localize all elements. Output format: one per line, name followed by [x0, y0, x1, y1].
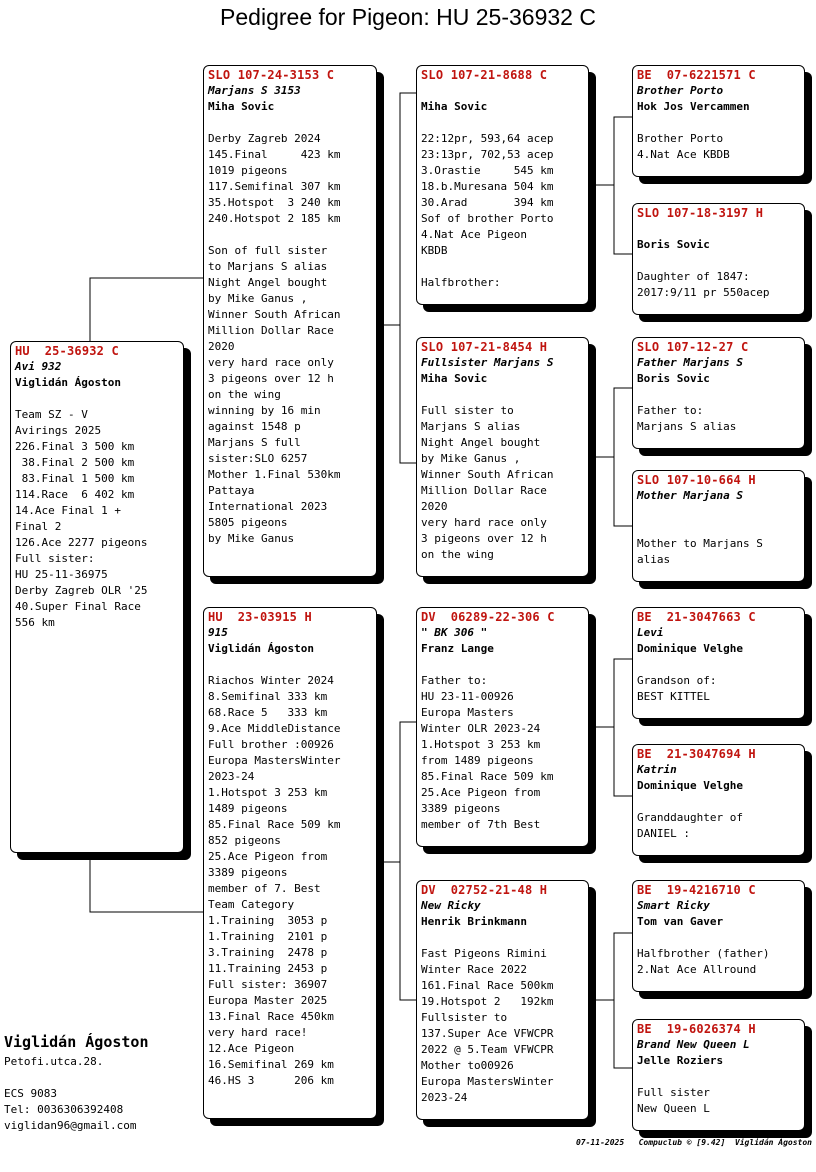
- pigeon-notes: Mother to Marjans S alias: [637, 537, 763, 566]
- owner-name: Dominique Velghe: [637, 779, 743, 792]
- ring-number: SLO 107-21-8688 C: [421, 68, 548, 82]
- owner-name: Viglidán Ágoston: [15, 376, 121, 389]
- pigeon-notes: Grandson of: BEST KITTEL: [637, 674, 717, 703]
- pigeon-name: Marjans S 3153: [208, 84, 301, 97]
- breeder-info: [4, 1034, 149, 1134]
- pigeon-notes: Father to: HU 23-11-00926 Europa Masters Winter OLR 2023-24 1.Hotspot 3 253 km from 1489 pigeons 85.Final Race 509 km 25.Ace Pigeon from 3389 pigeons member of 7th Best: [421, 674, 554, 831]
- pigeon-notes: 22:12pr, 593,64 acep 23:13pr, 702,53 acep 3.Orastie 545 km 18.b.Muresana 504 km 30.Arad 394 km Sof of brother Porto 4.Nat Ace Pigeon KBDB Halfbrother:: [421, 132, 554, 289]
- dam-dam-dam-card[interactable]: [632, 1019, 805, 1131]
- ring-number: DV 06289-22-306 C: [421, 610, 555, 624]
- dam-sire-sire-card[interactable]: [632, 607, 805, 719]
- pigeon-notes: Fast Pigeons Rimini Winter Race 2022 161.Final Race 500km 19.Hotspot 2 192km Fullsister to 137.Super Ace VFWCPR 2022 @ 5.Team VFWCPR Mother to00926 Europa MastersWinter 2023-24: [421, 947, 554, 1104]
- owner-name: Dominique Velghe: [637, 642, 743, 655]
- ring-number: HU 23-03915 H: [208, 610, 312, 624]
- owner-name: Miha Sovic: [421, 100, 488, 113]
- pigeon-name: New Ricky: [421, 899, 481, 912]
- pigeon-notes: Halfbrother (father) 2.Nat Ace Allround: [637, 947, 770, 976]
- pigeon-notes: Full sister to Marjans S alias Night Angel bought by Mike Ganus , Winner South African Million Dollar Race 2020 very hard race only 3 pigeons over 12 h on the wing: [421, 404, 554, 561]
- page-title: Pedigree for Pigeon: HU 25-36932 C: [220, 4, 596, 30]
- owner-name: Henrik Brinkmann: [421, 915, 527, 928]
- ring-number: SLO 107-24-3153 C: [208, 68, 335, 82]
- pigeon-notes: Brother Porto 4.Nat Ace KBDB: [637, 132, 730, 161]
- owner-name: Jelle Roziers: [637, 1054, 724, 1067]
- owner-name: Hok Jos Vercammen: [637, 100, 750, 113]
- pigeon-name: [637, 221, 800, 237]
- pigeon-name: Brother Porto: [637, 84, 724, 97]
- pigeon-notes: Granddaughter of DANIEL :: [637, 811, 743, 840]
- sire-dam-sire-card[interactable]: [632, 337, 805, 449]
- owner-name: Viglidán Ágoston: [208, 642, 314, 655]
- subject-pigeon-card[interactable]: [10, 341, 184, 853]
- pigeon-name: " BK 306 ": [421, 626, 488, 639]
- owner-name: Miha Sovic: [421, 372, 488, 385]
- ring-number: HU 25-36932 C: [15, 344, 119, 358]
- pigeon-name: Levi: [637, 626, 664, 639]
- breeder-email: viglidan96@gmail.com: [4, 1119, 137, 1132]
- sire-card[interactable]: [203, 65, 377, 577]
- breeder-address: Petofi.utca.28.: [4, 1055, 104, 1068]
- owner-name: Franz Lange: [421, 642, 494, 655]
- owner-name: Miha Sovic: [208, 100, 275, 113]
- owner-name: Tom van Gaver: [637, 915, 724, 928]
- pigeon-name: Father Marjans S: [637, 356, 743, 369]
- pigeon-name: Avi 932: [15, 360, 62, 373]
- pigeon-notes: Daughter of 1847: 2017:9/11 pr 550acep: [637, 270, 770, 299]
- ring-number: BE 19-6026374 H: [637, 1022, 756, 1036]
- sire-sire-sire-card[interactable]: [632, 65, 805, 177]
- owner-name: [637, 504, 800, 520]
- breeder-name: Viglidán Ágoston: [4, 1033, 149, 1051]
- ring-number: SLO 107-10-664 H: [637, 473, 756, 487]
- ring-number: BE 07-6221571 C: [637, 68, 756, 82]
- breeder-city: ECS 9083: [4, 1087, 57, 1100]
- pigeon-notes: Team SZ - V Avirings 2025 226.Final 3 500 km 38.Final 2 500 km 83.Final 1 500 km 114.Race 6 402 km 14.Ace Final 1 + Final 2 126.Ace 2277 pigeons Full sister: HU 25-11-36975 Derby Zagreb OLR '25 40.Super Final Race 556 km: [15, 408, 148, 629]
- pigeon-name: [421, 83, 584, 99]
- ring-number: BE 19-4216710 C: [637, 883, 756, 897]
- pigeon-name: Mother Marjana S: [637, 489, 743, 502]
- ring-number: BE 21-3047694 H: [637, 747, 756, 761]
- owner-name: Boris Sovic: [637, 372, 710, 385]
- owner-name: Boris Sovic: [637, 238, 710, 251]
- ring-number: SLO 107-18-3197 H: [637, 206, 764, 220]
- dam-sire-dam-card[interactable]: [632, 744, 805, 856]
- pigeon-name: Fullsister Marjans S: [421, 356, 554, 369]
- pigeon-name: 915: [208, 626, 228, 639]
- dam-dam-sire-card[interactable]: [632, 880, 805, 992]
- sire-dam-dam-card[interactable]: [632, 470, 805, 582]
- ring-number: BE 21-3047663 C: [637, 610, 756, 624]
- footer-credit: 07-11-2025 Compuclub © [9.42] Viglidán Ágoston: [575, 1138, 812, 1147]
- dam-sire-card[interactable]: [416, 607, 589, 847]
- ring-number: SLO 107-21-8454 H: [421, 340, 548, 354]
- pigeon-notes: Riachos Winter 2024 8.Semifinal 333 km 68.Race 5 333 km 9.Ace MiddleDistance Full brother :00926 Europa MastersWinter 2023-24 1.Hotspot 3 253 km 1489 pigeons 85.Final Race 509 km 852 pigeons 25.Ace Pigeon from 3389 pigeons member of 7. Best Team Category 1.Training 3053 p 1.Training 2101 p 3.Training 2478 p 11.Training 2453 p Full sister: 36907 Europa Master 2025 13.Final Race 450km very hard race! 12.Ace Pigeon 16.Semifinal 269 km 46.HS 3 206 km: [208, 674, 341, 1087]
- dam-card[interactable]: [203, 607, 377, 1119]
- pigeon-notes: Full sister New Queen L: [637, 1086, 710, 1115]
- pigeon-notes: Father to: Marjans S alias: [637, 404, 737, 433]
- sire-sire-dam-card[interactable]: [632, 203, 805, 315]
- sire-dam-card[interactable]: [416, 337, 589, 577]
- sire-sire-card[interactable]: [416, 65, 589, 305]
- pigeon-name: Katrin: [637, 763, 677, 776]
- pigeon-notes: Derby Zagreb 2024 145.Final 423 km 1019 pigeons 117.Semifinal 307 km 35.Hotspot 3 240 km 240.Hotspot 2 185 km Son of full sister to Marjans S alias Night Angel bought by Mike Ganus , Winner South African Million Dollar Race 2020 very hard race only 3 pigeons over 12 h on the wing winning by 16 min against 1548 p Marjans S full sister:SLO 6257 Mother 1.Final 530km Pattaya International 2023 5805 pigeons by Mike Ganus: [208, 132, 341, 545]
- pigeon-name: Brand New Queen L: [637, 1038, 750, 1051]
- breeder-phone: Tel: 0036306392408: [4, 1103, 124, 1116]
- ring-number: SLO 107-12-27 C: [637, 340, 749, 354]
- ring-number: DV 02752-21-48 H: [421, 883, 548, 897]
- dam-dam-card[interactable]: [416, 880, 589, 1120]
- pigeon-name: Smart Ricky: [637, 899, 710, 912]
